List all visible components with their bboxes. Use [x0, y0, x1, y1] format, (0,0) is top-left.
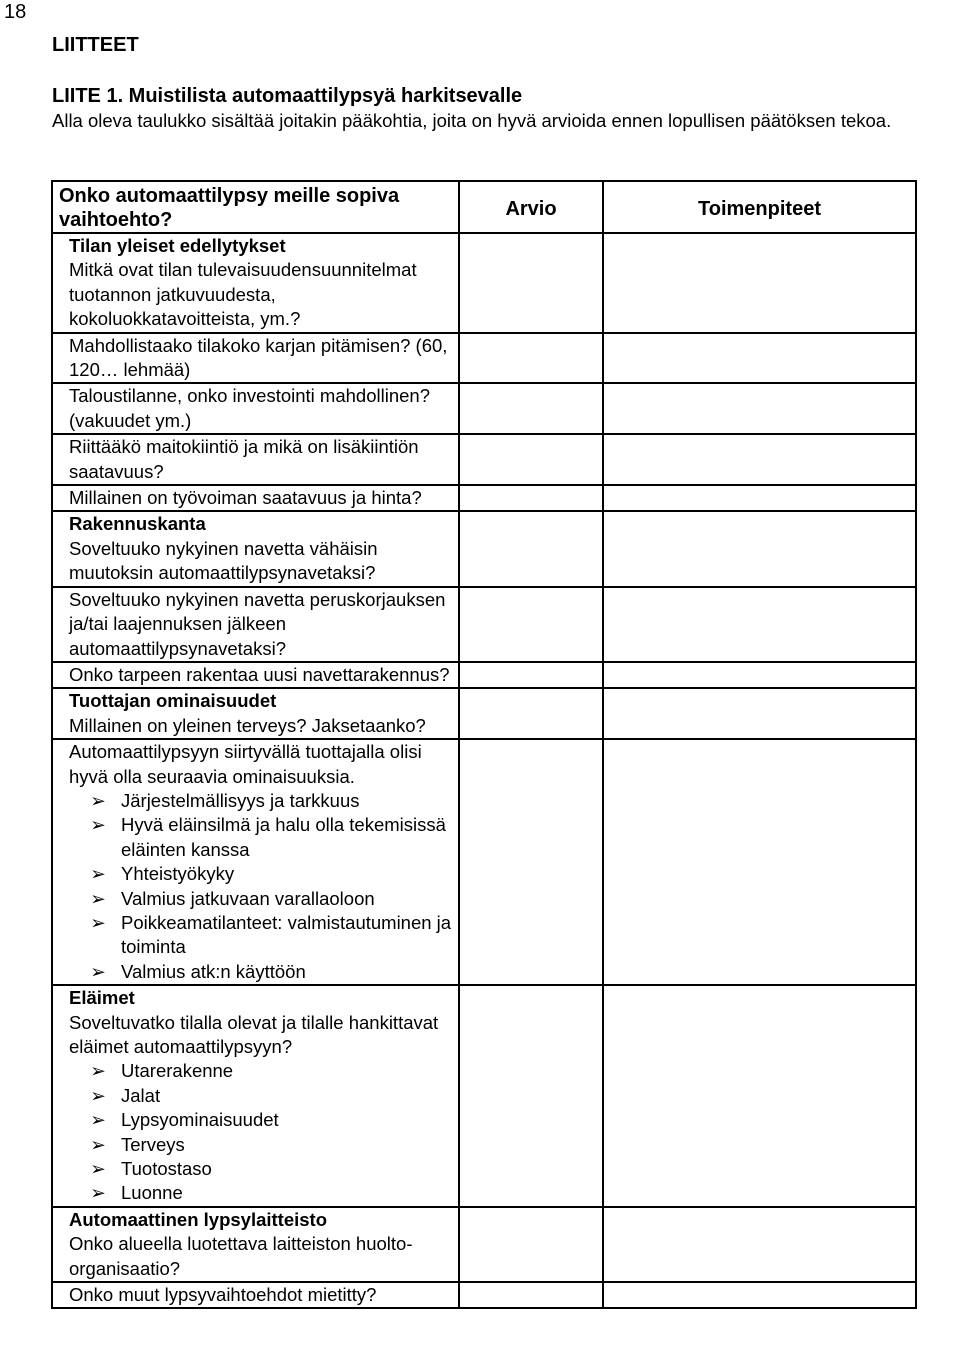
row-text: Millainen on työvoiman saatavuus ja hinta? — [69, 487, 422, 509]
appendix-title: LIITTEET — [52, 34, 139, 56]
question-cell — [52, 662, 459, 688]
question-cell — [52, 485, 459, 511]
question-cell — [52, 587, 459, 662]
question-cell — [52, 511, 459, 586]
bullet-text: Terveys — [121, 1133, 185, 1155]
actions-cell[interactable] — [603, 333, 916, 384]
table-row — [52, 985, 916, 1207]
table-row — [52, 383, 916, 434]
row-heading: Tilan yleiset edellytykset — [69, 235, 286, 256]
row-text: Mitkä ovat tilan tulevaisuudensuunnitelmat tuotannon jatkuvuudesta, kokoluokkatavoitteista, ym.? — [69, 259, 417, 330]
row-text: Soveltuuko nykyinen navetta peruskorjauksen ja/tai laajennuksen jälkeen automaattilypsynavetaksi? — [69, 588, 446, 659]
bullet-text: Tuotostaso — [121, 1158, 212, 1180]
table-row — [52, 485, 916, 511]
question-cell — [52, 434, 459, 485]
assessment-cell[interactable] — [459, 739, 603, 985]
section-title: LIITE 1. Muistilista automaattilypsyä harkitsevalle — [52, 85, 523, 107]
row-text: Mahdollistaako tilakoko karjan pitämisen? (60, 120… lehmää) — [69, 334, 448, 381]
bullet-item — [69, 862, 452, 886]
assessment-cell[interactable] — [459, 233, 603, 333]
header-assessment: Arvio — [459, 181, 603, 233]
actions-cell[interactable] — [603, 985, 916, 1207]
assessment-cell[interactable] — [459, 1207, 603, 1282]
bullet-item — [69, 960, 452, 984]
table-row — [52, 1207, 916, 1282]
bullet-item — [69, 887, 452, 911]
assessment-cell[interactable] — [459, 333, 603, 384]
intro-paragraph: Alla oleva taulukko sisältää joitakin pääkohtia, joita on hyvä arvioida ennen lopullisen päätöksen tekoa. — [52, 110, 892, 131]
bullet-text: Hyvä eläinsilmä ja halu olla tekemisissä eläinten kanssa — [121, 814, 446, 860]
table-row — [52, 434, 916, 485]
assessment-cell[interactable] — [459, 1282, 603, 1308]
actions-cell[interactable] — [603, 485, 916, 511]
row-text: Onko muut lypsyvaihtoehdot mietitty? — [69, 1284, 377, 1306]
table-row — [52, 1282, 916, 1308]
assessment-cell[interactable] — [459, 688, 603, 739]
table-row — [52, 688, 916, 739]
row-text: Soveltuuko nykyinen navetta vähäisin muutoksin automaattilypsynavetaksi? — [69, 537, 378, 584]
question-cell — [52, 739, 459, 985]
bullet-text: Valmius atk:n käyttöön — [121, 960, 306, 982]
bullet-item — [69, 813, 452, 862]
assessment-cell[interactable] — [459, 985, 603, 1207]
question-cell — [52, 985, 459, 1207]
actions-cell[interactable] — [603, 383, 916, 434]
bullet-text: Valmius jatkuvaan varallaoloon — [121, 887, 375, 909]
assessment-cell[interactable] — [459, 434, 603, 485]
question-cell — [52, 333, 459, 384]
actions-cell[interactable] — [603, 587, 916, 662]
checklist-table — [51, 180, 917, 1309]
bullet-text: Yhteistyökyky — [121, 863, 235, 885]
bullet-item — [69, 1181, 452, 1205]
table-row — [52, 233, 916, 333]
row-text: Soveltuvatko tilalla olevat ja tilalle hankittavat eläimet automaattilypsyyn? — [69, 1011, 439, 1057]
table-row — [52, 587, 916, 662]
arrow-bullet-icon: ➢ — [90, 814, 106, 836]
assessment-cell[interactable] — [459, 383, 603, 434]
table-row — [52, 511, 916, 586]
bullet-text: Utarerakenne — [121, 1060, 234, 1082]
bullet-text: Jalat — [121, 1084, 161, 1106]
row-heading: Eläimet — [69, 987, 135, 1009]
bullet-text: Järjestelmällisyys ja tarkkuus — [121, 789, 360, 811]
bullet-item — [69, 1084, 452, 1108]
assessment-cell[interactable] — [459, 511, 603, 586]
table-row — [52, 333, 916, 384]
arrow-bullet-icon: ➢ — [90, 789, 106, 811]
bullet-item — [69, 1157, 452, 1181]
arrow-bullet-icon: ➢ — [90, 1133, 106, 1155]
table-row — [52, 739, 916, 985]
row-text: Riittääkö maitokiintiö ja mikä on lisäkiintiön saatavuus? — [69, 436, 419, 482]
arrow-bullet-icon: ➢ — [90, 1084, 106, 1106]
arrow-bullet-icon: ➢ — [90, 1109, 106, 1131]
arrow-bullet-icon: ➢ — [90, 960, 106, 982]
header-question: Onko automaattilypsy meille sopiva vaihtoehto? — [52, 181, 459, 233]
actions-cell[interactable] — [603, 688, 916, 739]
bullet-text: Poikkeamatilanteet: valmistautuminen ja toiminta — [121, 911, 452, 958]
question-cell — [52, 1282, 459, 1308]
actions-cell[interactable] — [603, 434, 916, 485]
arrow-bullet-icon: ➢ — [90, 1158, 106, 1180]
row-text: Onko tarpeen rakentaa uusi navettarakennus? — [69, 663, 450, 685]
row-heading: Tuottajan ominaisuudet — [69, 690, 277, 712]
question-cell — [52, 383, 459, 434]
arrow-bullet-icon: ➢ — [90, 863, 106, 885]
bullet-item — [69, 1108, 452, 1132]
actions-cell[interactable] — [603, 1282, 916, 1308]
assessment-cell[interactable] — [459, 587, 603, 662]
row-text: Millainen on yleinen terveys? Jaksetaanko? — [69, 714, 426, 736]
question-cell — [52, 1207, 459, 1282]
page-number: 18 — [4, 1, 27, 23]
assessment-cell[interactable] — [459, 662, 603, 688]
actions-cell[interactable] — [603, 739, 916, 985]
bullet-item — [69, 1133, 452, 1157]
actions-cell[interactable] — [603, 662, 916, 688]
actions-cell[interactable] — [603, 1207, 916, 1282]
row-heading: Rakennuskanta — [69, 513, 206, 535]
row-text: Onko alueella luotettava laitteiston huolto-organisaatio? — [69, 1233, 413, 1279]
actions-cell[interactable] — [603, 233, 916, 333]
arrow-bullet-icon: ➢ — [90, 1182, 106, 1204]
table-row — [52, 662, 916, 688]
table-body — [52, 233, 916, 1308]
bullet-item — [69, 911, 452, 960]
arrow-bullet-icon: ➢ — [90, 1060, 106, 1082]
bullet-text: Lypsyominaisuudet — [121, 1109, 279, 1131]
row-text: Taloustilanne, onko investointi mahdollinen? (vakuudet ym.) — [69, 385, 430, 431]
arrow-bullet-icon: ➢ — [90, 911, 106, 933]
table-header-row — [52, 181, 916, 233]
row-heading: Automaattinen lypsylaitteisto — [69, 1208, 328, 1230]
question-cell — [52, 688, 459, 739]
assessment-cell[interactable] — [459, 485, 603, 511]
bullet-item — [69, 789, 452, 813]
bullet-item — [69, 1059, 452, 1083]
question-cell — [52, 233, 459, 333]
arrow-bullet-icon: ➢ — [90, 887, 106, 909]
header-actions: Toimenpiteet — [603, 181, 916, 233]
row-text: Automaattilypsyyn siirtyvällä tuottajalla olisi hyvä olla seuraavia ominaisuuksia. — [69, 741, 422, 787]
bullet-text: Luonne — [121, 1182, 183, 1204]
actions-cell[interactable] — [603, 511, 916, 586]
